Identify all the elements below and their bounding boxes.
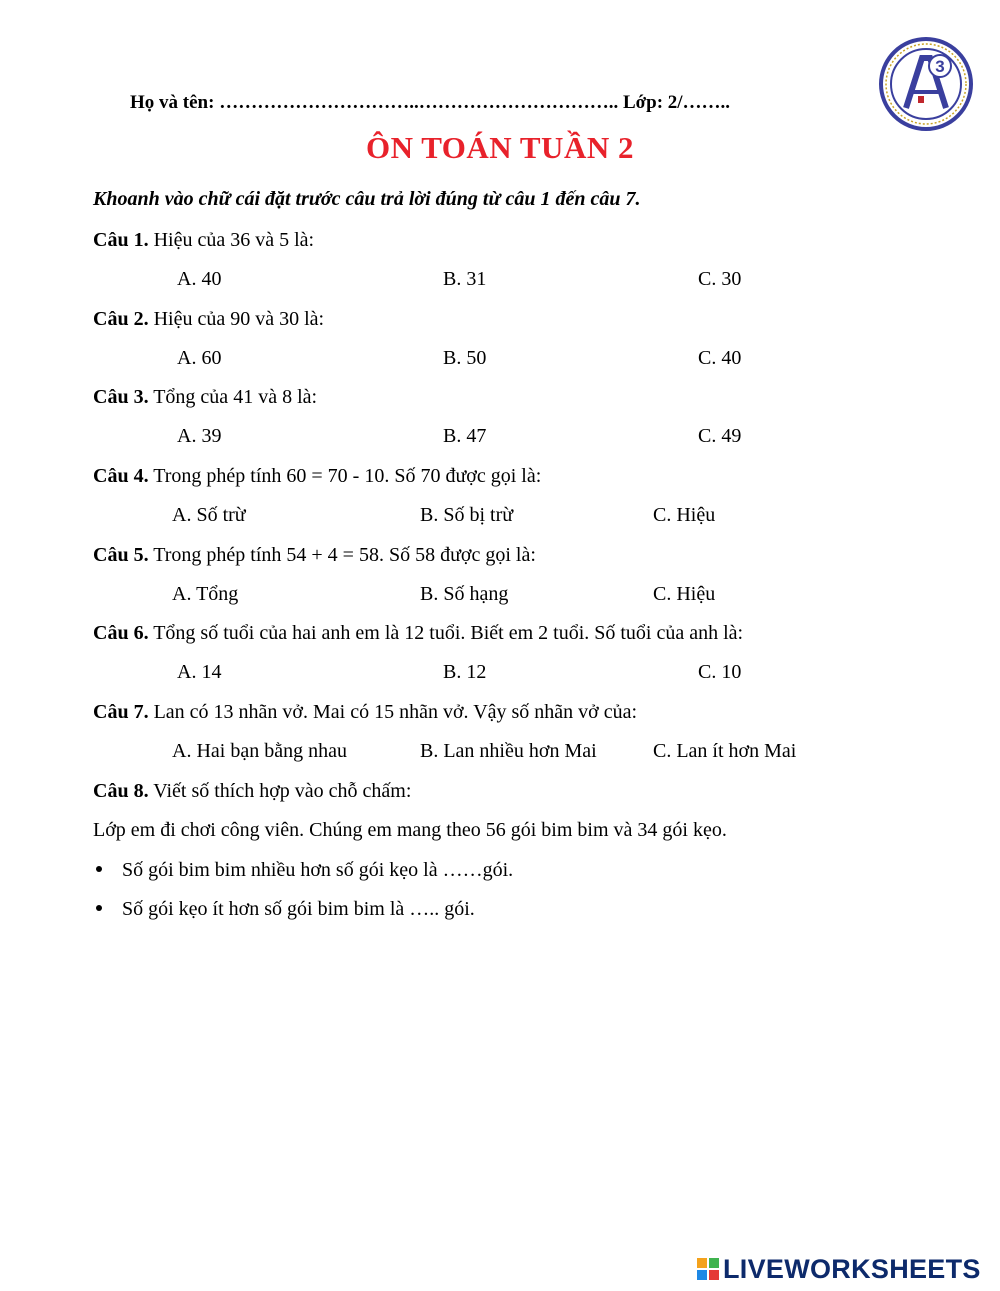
question-label: Câu 7. <box>93 701 149 723</box>
question-label: Câu 2. <box>93 308 149 330</box>
instruction-text: Khoanh vào chữ cái đặt trước câu trả lời đúng từ câu 1 đến câu 7. <box>93 188 641 210</box>
q7-option-b[interactable]: B. Lan nhiều hơn Mai <box>420 740 597 762</box>
question-text: Hiệu của 36 và 5 là: <box>148 229 315 251</box>
q3-option-b[interactable]: B. 47 <box>443 425 487 447</box>
question-4 <box>93 465 541 488</box>
q4-option-c[interactable]: C. Hiệu <box>653 504 716 526</box>
liveworksheets-icon <box>697 1258 719 1280</box>
school-logo <box>878 36 974 132</box>
q6-option-b[interactable]: B. 12 <box>443 661 487 683</box>
student-info-line <box>130 92 730 114</box>
question-text: Tổng số tuổi của hai anh em là 12 tuổi. Biết em 2 tuổi. Số tuổi của anh là: <box>148 622 744 644</box>
question-text: Hiệu của 90 và 30 là: <box>148 308 325 330</box>
q1-option-a[interactable]: A. 40 <box>177 268 222 290</box>
question-label: Câu 3. <box>93 386 149 408</box>
q7-option-a[interactable]: A. Hai bạn bằng nhau <box>172 740 347 762</box>
q7-option-c[interactable]: C. Lan ít hơn Mai <box>653 740 797 762</box>
q4-option-a[interactable]: A. Số trừ <box>172 504 246 526</box>
question-3 <box>93 386 317 409</box>
brand-text: LIVEWORKSHEETS <box>723 1253 981 1284</box>
question-7 <box>93 701 637 724</box>
question-label: Câu 6. <box>93 622 149 644</box>
q2-option-a[interactable]: A. 60 <box>177 347 222 369</box>
question-8 <box>93 780 411 803</box>
q1-option-b[interactable]: B. 31 <box>443 268 487 290</box>
question-6 <box>93 622 743 645</box>
question-text: Tổng của 41 và 8 là: <box>148 386 318 408</box>
question-text: Trong phép tính 54 + 4 = 58. Số 58 được gọi là: <box>148 544 536 566</box>
question-5 <box>93 544 536 567</box>
q1-option-c[interactable]: C. 30 <box>698 268 742 290</box>
q3-option-a[interactable]: A. 39 <box>177 425 222 447</box>
q8-bullet-1[interactable] <box>96 859 513 882</box>
page-title: ÔN TOÁN TUẦN 2 <box>366 130 634 165</box>
liveworksheets-brand <box>697 1254 981 1284</box>
q2-option-c[interactable]: C. 40 <box>698 347 742 369</box>
name-label: Họ và tên: <box>130 92 220 113</box>
name-blank[interactable]: …………………………..………………………….. <box>219 92 623 113</box>
bullet-dot <box>96 905 102 911</box>
question-1 <box>93 229 314 252</box>
question-label: Câu 1. <box>93 229 149 251</box>
q8-bullet-2[interactable] <box>96 898 475 921</box>
q6-option-c[interactable]: C. 10 <box>698 661 742 683</box>
q3-option-c[interactable]: C. 49 <box>698 425 742 447</box>
bullet-text: Số gói kẹo ít hơn số gói bim bim là ….. gói. <box>122 898 475 920</box>
question-label: Câu 4. <box>93 465 149 487</box>
logo-number: 3 <box>935 57 945 76</box>
question-label: Câu 8. <box>93 780 149 802</box>
q2-option-b[interactable]: B. 50 <box>443 347 487 369</box>
question-text: Lan có 13 nhãn vở. Mai có 15 nhãn vở. Vậy số nhãn vở của: <box>148 701 638 723</box>
class-label[interactable]: Lớp: 2/…….. <box>622 92 731 113</box>
question-text: Viết số thích hợp vào chỗ chấm: <box>148 780 412 802</box>
bullet-text: Số gói bim bim nhiều hơn số gói kẹo là ……gói. <box>122 859 514 881</box>
question-label: Câu 5. <box>93 544 149 566</box>
question-text: Trong phép tính 60 = 70 - 10. Số 70 được gọi là: <box>148 465 542 487</box>
bullet-dot <box>96 866 102 872</box>
q6-option-a[interactable]: A. 14 <box>177 661 222 683</box>
q5-option-c[interactable]: C. Hiệu <box>653 583 716 605</box>
q4-option-b[interactable]: B. Số bị trừ <box>420 504 514 526</box>
q8-paragraph: Lớp em đi chơi công viên. Chúng em mang theo 56 gói bim bim và 34 gói kẹo. <box>93 819 727 841</box>
question-2 <box>93 308 324 331</box>
q5-option-a[interactable]: A. Tổng <box>172 583 239 605</box>
q5-option-b[interactable]: B. Số hạng <box>420 583 509 605</box>
